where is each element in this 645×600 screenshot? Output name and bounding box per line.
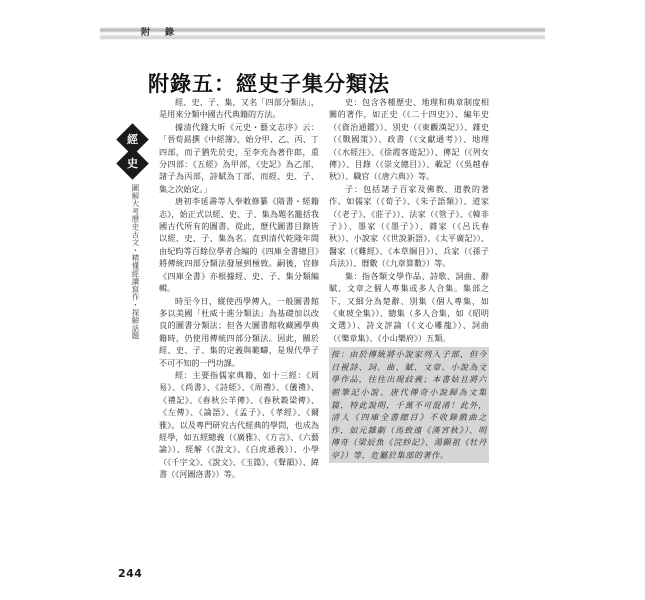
running-header-label: 附 錄 [141, 28, 178, 38]
paragraph-shi: 史：包含各種歷史、地理和典章制度相關的著作，如正史（《二十四史》）、編年史（《資治通鑑》）、別史（《東觀漢記》）、雜史（《戰國策》）、政書（《文獻通考》）、地理（《水經注》、《徐霞客遊記》）、傳記（《列女傳》）、目錄（《崇文總目》）、載記（《吳越春秋》）、職官（《唐六典》）等。 [329, 97, 489, 182]
paragraph-zi: 子：包括諸子百家及佛教、道教的著作。如儒家（《荀子》、《朱子語類》）、道家（《老子》、《莊子》）、法家（《管子》、《韓非子》）、墨家（《墨子》）、雜家（《呂氏春秋》）、小說家（《世說新語》、《太平廣記》）、醫家（《難經》、《本草綱目》）、兵家（《孫子兵法》）、曆數（《九章算數》）等。 [329, 183, 489, 269]
diamond-badge-jing-label: 經 [127, 133, 138, 146]
diamond-badge-shi-label: 史 [127, 157, 138, 170]
paragraph-qing-qian-daxin: 據清代錢大昕《元史・藝文志序》云：「晉荀勗撰《中經簿》，始分甲、乙、丙、丁四部，而子猶先於史，至李充為著作郎，重分四部：《五經》為甲部，《史記》為乙部，諸子為丙部，詩賦為丁部，而經、史、子、集之次始定。」 [159, 121, 319, 194]
left-column [159, 96, 319, 481]
body-columns [159, 96, 489, 481]
paragraph-tang-sui: 唐初李延壽等人奉敕修纂《隋書・經籍志》，始正式以經、史、子、集為題名籠括我國古代所有的圖書。從此，歷代圖書目錄皆以經、史、子、集為名。直到清代乾隆年間由紀昀等百餘位學者合編的《四庫全書總目》將傳統四部分類法發展到極致。嗣後，官修《四庫全書》亦根據經、史、子、集分類編輯。 [159, 196, 319, 294]
rail-vertical-caption: 圖解大考歷史古文・精懂經讀寫作・探解話題 [131, 184, 140, 340]
decorative-rail [118, 128, 148, 340]
paragraph-intro: 經、史、子、集，又名「四部分類法」，是用來分類中國古代典籍的方法。 [159, 97, 319, 120]
page-number: 244 [118, 567, 143, 580]
right-column [329, 96, 489, 481]
highlighted-note-box [329, 347, 489, 463]
paragraph-ji: 集：指各類文學作品、詩歌、詞曲、辭賦、文章之個人專集或多人合集。集部之下，又細分為楚辭、別集（個人專集，如《東坡全集》）、總集（多人合集，如《昭明文選》）、詩文評論（《文心雕龍》）、詞曲（《樂章集》、《小山樂府》）五類。 [329, 270, 489, 343]
diamond-badge-shi [116, 147, 149, 180]
page-title: 附錄五：經史子集分類法 [148, 72, 390, 97]
paragraph-modern: 時至今日，縱使西學傳入，一般圖書館多以美國「杜威十進分類法」為基礎加以改良的圖書分類法；但各大圖書館收藏國學典籍時，仍使用傳統四部分類法。因此，關於經、史、子、集的定義與範疇，是現代學子不可不知的一門功課。 [159, 295, 319, 368]
highlighted-note-text: 按：由於傳統將小說家列入子部，但今日視詩、詞、曲、賦、文章、小說為文學作品，往往出現歧義；本書姑且將六朝筆記小說、唐代傳奇小說歸為文集篇，特此說明，千萬不可混淆！此外，清人《四庫全書總目》不收錄戲曲之作，如元雜劇（馬致遠《漢宮秋》）、明傳奇（梁辰魚《浣紗記》、湯顯祖《牡丹亭》）等，危屬於集部的著作。 [331, 349, 487, 460]
paragraph-jing: 經：主要指儒家典籍，如十三經：《周易》、《尚書》、《詩經》、《周禮》、《儀禮》、《禮記》、《春秋公羊傳》、《春秋穀梁傳》、《左傳》、《論語》、《孟子》、《孝經》、《爾雅》。以及專門研究古代經典的學問，也成為經學，如五經總義（《廣雅》、《方言》、《六藝論》）、經解（《說文》、《白虎通義》）、小學（《千字文》、《說文》、《玉篇》、《聲韻》）、緯書（《河圖洛書》）等。 [159, 369, 319, 480]
